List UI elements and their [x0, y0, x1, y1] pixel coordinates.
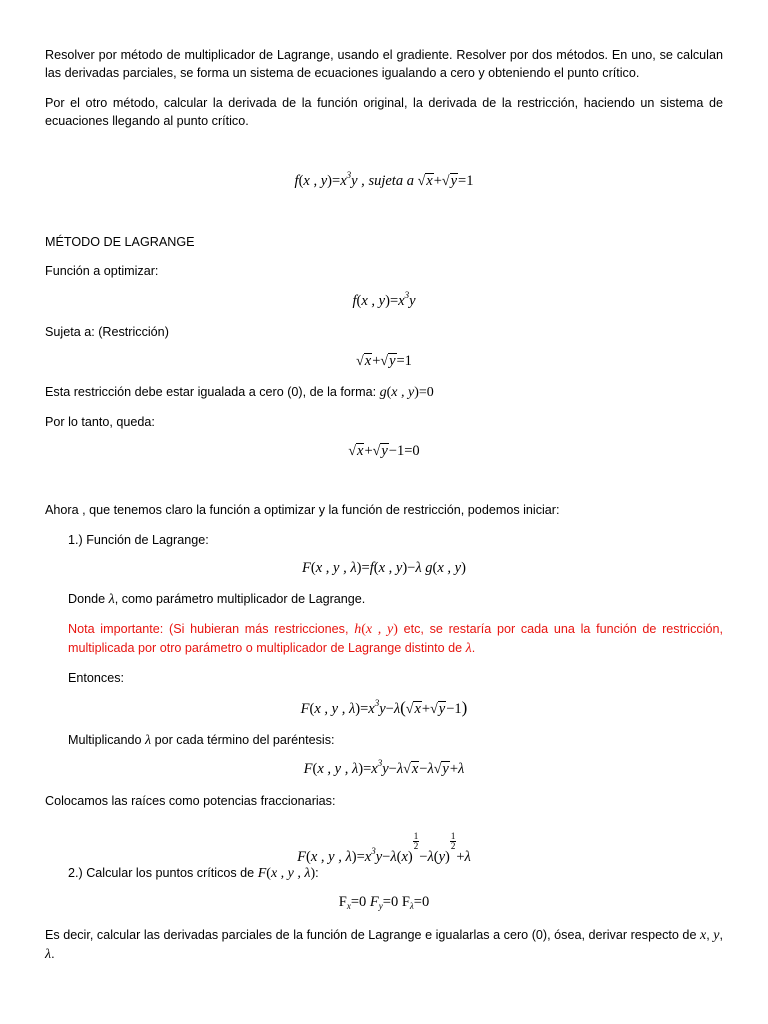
nota-text-1: Nota importante: (Si hubieran más restricciones,	[68, 622, 349, 636]
critical-points-equation: $F_x=0$ $F_y=0$ $F_\lambda=0$	[338, 894, 430, 911]
multiplicando-paragraph: Multiplicando λ por cada término del paréntesis:	[68, 733, 335, 748]
ahora-paragraph: Ahora , que tenemos claro la función a optimizar y la función de restricción, podemos iniciar:	[45, 503, 560, 517]
donde-text-2: , como parámetro multiplicador de Lagrange.	[114, 592, 366, 606]
multiplicando-text: Multiplicando	[68, 733, 142, 747]
nota-end: .	[471, 641, 476, 655]
donde-paragraph: Donde λ, como parámetro multiplicador de Lagrange.	[68, 592, 366, 607]
donde-text: Donde	[68, 592, 106, 606]
entonces-label: Entonces:	[68, 671, 125, 685]
sujeta-label: Sujeta a: (Restricción)	[45, 325, 169, 339]
es-decir-end: .	[51, 947, 55, 961]
section-heading: MÉTODO DE LAGRANGE	[45, 235, 195, 249]
colocamos-paragraph: Colocamos las raíces como potencias fraccionarias:	[45, 794, 336, 808]
step2-title-end: :	[315, 866, 319, 880]
es-decir-text: Es decir, calcular las derivadas parciales de la función de Lagrange e igualarlas a cero (0), ósea, derivar respecto de	[45, 928, 697, 942]
step2-title: 2.) Calcular los puntos críticos de	[68, 866, 255, 880]
lagrange-distributed-equation: F(x , y , $\lambda)=x^3y-\lambda√x-\lambda√y+\lambda$	[303, 758, 465, 777]
es-decir-paragraph: Es decir, calcular las derivadas parciales de la función de Lagrange e igualarlas a cero (0), ósea, derivar respecto de x, y, λ.	[45, 928, 724, 962]
multiplicando-text-2: por cada término del paréntesis:	[154, 733, 335, 747]
problem-equation: f(x , $y)=x^3y$ , sujeta a √x+√y=1	[294, 170, 474, 189]
funcion-label: Función a optimizar:	[45, 264, 159, 278]
por-lo-tanto: Por lo tanto, queda:	[45, 415, 155, 429]
objective-equation: f(x , $y)=x^3y$	[352, 290, 416, 309]
lagrange-expanded-equation: F(x , y , $\lambda)=x^3y-\lambda(√x+√y-1)$	[300, 698, 468, 717]
lagrange-function-equation: F(x , y , λ)=f(x , y)−λ g(x , y)	[302, 560, 466, 576]
intro-paragraph-1: Resolver por método de multiplicador de Lagrange, usando el gradiente. Resolver por dos métodos. En uno, se calculan las derivadas parciales, se forma un sistema de ecuaciones igualando a cero y obteniendo el punto crítico.	[45, 48, 723, 80]
sujeta-a-text: sujeta a	[368, 173, 414, 189]
nota-importante: Nota importante: (Si hubieran más restricciones, h(x , y) etc, se restaría por cada una la función de restricción, multiplicada por otro parámetro o multiplicador de Lagrange distinto de λ.	[68, 622, 723, 656]
lagrange-fractional-equation: F(x , y , $\lambda)=x^3y-\lambda(x)$ $\frac{1}{2}$ −λ(y) $\frac{1}{2}$ +λ	[297, 831, 471, 865]
step2-paragraph: 2.) Calcular los puntos críticos de F(x , y , λ):	[68, 866, 319, 881]
constraint-zero-equation: √x+√y−1=0	[348, 443, 420, 459]
step1-title: 1.) Función de Lagrange:	[68, 533, 209, 547]
igualada-paragraph: Esta restricción debe estar igualada a cero (0), de la forma: g(x , y)=0	[45, 385, 434, 400]
constraint-equation: √x+√y=1	[356, 353, 412, 369]
nota-text-2: etc, se restaría por cada una la función de restricción, multiplicada por otro parámetro o multiplicador de Lagrange distinto de	[68, 622, 723, 655]
igualada-text: Esta restricción debe estar igualada a cero (0), de la forma:	[45, 385, 377, 399]
intro-paragraph-2: Por el otro método, calcular la derivada de la función original, la derivada de la restricción, haciendo un sistema de ecuaciones llegando al punto crítico.	[45, 96, 723, 128]
